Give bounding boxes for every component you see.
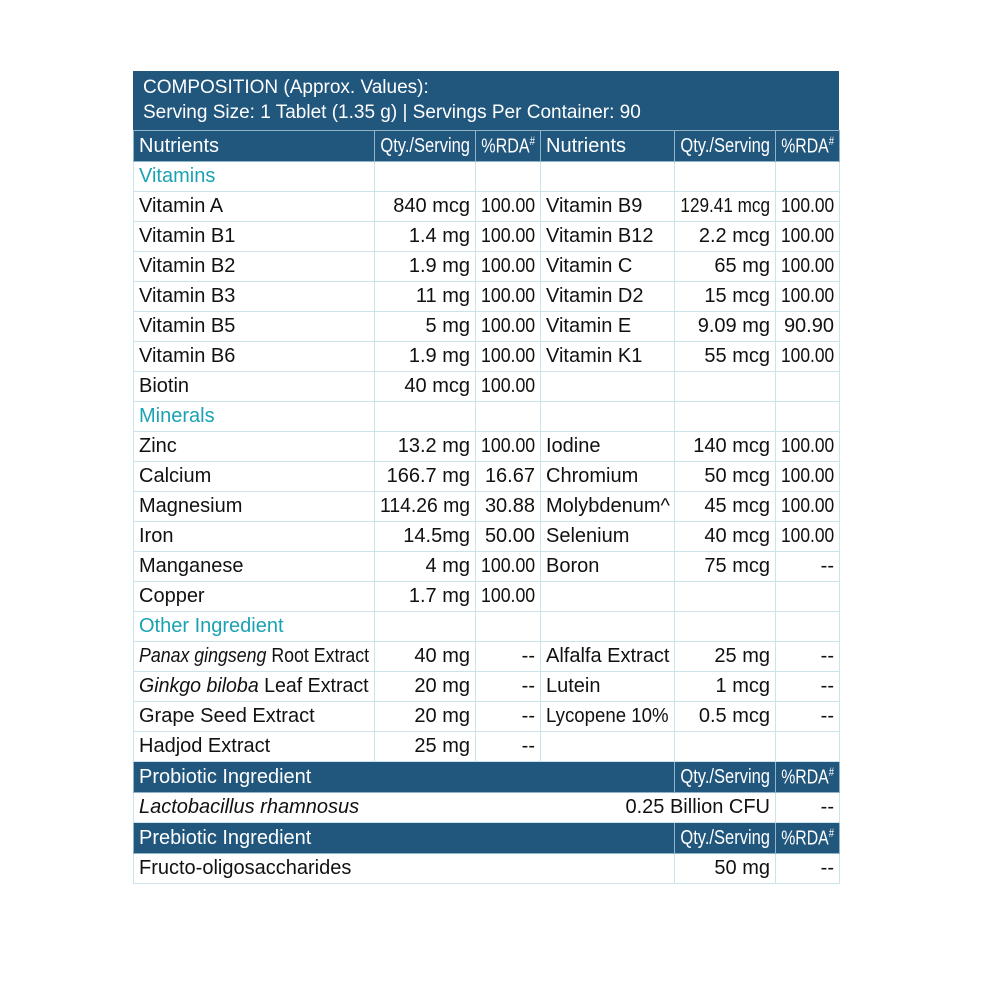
rda-right: --	[776, 672, 840, 702]
empty-cell	[375, 402, 476, 432]
nutrient-name-left: Copper	[134, 582, 375, 612]
rda-left: 100.00	[476, 342, 541, 372]
prebiotic-header: Prebiotic Ingredient	[134, 823, 675, 854]
rda-left: 100.00	[476, 282, 541, 312]
qty-left: 5 mg	[375, 312, 476, 342]
table-row	[134, 552, 840, 582]
rda-left: 16.67	[476, 462, 541, 492]
table-row	[134, 702, 840, 732]
qty-left: 25 mg	[375, 732, 476, 762]
extract-name: Grape Seed Extract	[139, 705, 315, 727]
nutrient-name-right: Molybdenum^	[541, 492, 675, 522]
qty-right: 15 mcg	[675, 282, 776, 312]
rda-left: 100.00	[476, 312, 541, 342]
nutrient-table	[133, 130, 840, 884]
section-row-vitamins	[134, 162, 840, 192]
nutrient-name-right: Chromium	[541, 462, 675, 492]
prebiotic-qty: 50 mg	[675, 854, 776, 884]
qty-left: 166.7 mg	[375, 462, 476, 492]
nutrient-name-left: Calcium	[134, 462, 375, 492]
qty-left: 14.5mg	[375, 522, 476, 552]
rda-right	[776, 732, 840, 762]
empty-cell	[776, 612, 840, 642]
nutrient-name-right: Lycopene 10%	[541, 702, 675, 732]
rda-left: 100.00	[476, 552, 541, 582]
rda-left: 50.00	[476, 522, 541, 552]
table-row	[134, 282, 840, 312]
table-row	[134, 192, 840, 222]
rda-left: 100.00	[476, 222, 541, 252]
prebiotic-rda-header	[776, 823, 840, 854]
qty-right	[675, 582, 776, 612]
rda-left: 100.00	[476, 372, 541, 402]
qty-right: 1 mcg	[675, 672, 776, 702]
nutrient-name-right: Vitamin E	[541, 312, 675, 342]
rda-footnote-mark: #	[828, 764, 834, 779]
col-qty-left: Qty./Serving	[375, 131, 476, 162]
empty-cell	[541, 162, 675, 192]
qty-left: 20 mg	[375, 672, 476, 702]
rda-right: 100.00	[776, 492, 840, 522]
nutrient-name-right: Iodine	[541, 432, 675, 462]
section-title-minerals: Minerals	[134, 402, 375, 432]
table-row	[134, 642, 840, 672]
nutrient-name-left: Vitamin B6	[134, 342, 375, 372]
rda-right: --	[776, 642, 840, 672]
nutrient-name-right: Vitamin D2	[541, 282, 675, 312]
qty-left: 1.4 mg	[375, 222, 476, 252]
section-title-other: Other Ingredient	[134, 612, 375, 642]
rda-left: 100.00	[476, 252, 541, 282]
table-row	[134, 492, 840, 522]
nutrient-name-right: Lutein	[541, 672, 675, 702]
table-row	[134, 672, 840, 702]
rda-right: --	[776, 702, 840, 732]
table-row	[134, 732, 840, 762]
rda-left: 100.00	[476, 432, 541, 462]
prebiotic-header-row	[134, 823, 840, 854]
qty-left: 1.9 mg	[375, 252, 476, 282]
section-row-other	[134, 612, 840, 642]
rda-label: %RDA	[781, 766, 829, 789]
qty-left: 40 mg	[375, 642, 476, 672]
table-row	[134, 462, 840, 492]
qty-right: 75 mcg	[675, 552, 776, 582]
nutrient-name-left: Iron	[134, 522, 375, 552]
qty-left: 1.7 mg	[375, 582, 476, 612]
table-row	[134, 312, 840, 342]
nutrient-name-left: Magnesium	[134, 492, 375, 522]
rda-left: 30.88	[476, 492, 541, 522]
nutrient-name-right: Vitamin C	[541, 252, 675, 282]
qty-left: 840 mcg	[375, 192, 476, 222]
nutrient-name-left: Vitamin B3	[134, 282, 375, 312]
composition-title: COMPOSITION (Approx. Values):	[143, 77, 429, 98]
qty-right	[675, 732, 776, 762]
empty-cell	[476, 402, 541, 432]
empty-cell	[541, 402, 675, 432]
column-header-row	[134, 131, 840, 162]
qty-right: 55 mcg	[675, 342, 776, 372]
qty-right: 0.5 mcg	[675, 702, 776, 732]
prebiotic-row	[134, 854, 840, 884]
rda-left: --	[476, 642, 541, 672]
species-name: Panax gingseng	[139, 645, 267, 667]
empty-cell	[776, 162, 840, 192]
qty-right: 45 mcg	[675, 492, 776, 522]
rda-left: --	[476, 702, 541, 732]
qty-right: 140 mcg	[675, 432, 776, 462]
qty-left: 4 mg	[375, 552, 476, 582]
nutrient-name-left	[134, 642, 375, 672]
rda-left: 100.00	[476, 582, 541, 612]
qty-right	[675, 372, 776, 402]
table-row	[134, 342, 840, 372]
empty-cell	[375, 162, 476, 192]
qty-right: 9.09 mg	[675, 312, 776, 342]
extract-name: Hadjod Extract	[139, 735, 271, 757]
rda-right: 100.00	[776, 342, 840, 372]
section-title-vitamins: Vitamins	[134, 162, 375, 192]
extract-name: Leaf Extract	[258, 675, 369, 697]
rda-footnote-mark: #	[828, 825, 834, 840]
rda-right: 100.00	[776, 522, 840, 552]
nutrient-name-right: Boron	[541, 552, 675, 582]
qty-right: 50 mcg	[675, 462, 776, 492]
rda-right: 100.00	[776, 192, 840, 222]
composition-label	[133, 71, 839, 884]
table-row	[134, 252, 840, 282]
qty-right: 25 mg	[675, 642, 776, 672]
rda-right	[776, 372, 840, 402]
qty-left: 20 mg	[375, 702, 476, 732]
nutrient-name-right: Vitamin K1	[541, 342, 675, 372]
nutrient-name-left: Biotin	[134, 372, 375, 402]
nutrient-name-right: Selenium	[541, 522, 675, 552]
nutrient-name-left	[134, 732, 375, 762]
nutrient-name-left: Vitamin A	[134, 192, 375, 222]
empty-cell	[675, 162, 776, 192]
empty-cell	[675, 612, 776, 642]
probiotic-header-row	[134, 762, 840, 793]
rda-label: %RDA	[481, 135, 530, 158]
nutrient-name-left: Vitamin B1	[134, 222, 375, 252]
prebiotic-name: Fructo-oligosaccharides	[134, 854, 675, 884]
rda-right: 100.00	[776, 252, 840, 282]
qty-right: 129.41 mcg	[675, 192, 776, 222]
rda-label: %RDA	[781, 827, 829, 850]
nutrient-name-left: Manganese	[134, 552, 375, 582]
rda-label: %RDA	[781, 135, 829, 158]
empty-cell	[476, 162, 541, 192]
nutrient-name-left: Zinc	[134, 432, 375, 462]
nutrient-name-left	[134, 702, 375, 732]
empty-cell	[541, 612, 675, 642]
extract-name: Root Extract	[266, 645, 370, 667]
qty-right: 40 mcg	[675, 522, 776, 552]
empty-cell	[675, 402, 776, 432]
nutrient-name-right	[541, 372, 675, 402]
nutrient-name-right	[541, 732, 675, 762]
nutrient-name-right: Vitamin B9	[541, 192, 675, 222]
qty-left: 13.2 mg	[375, 432, 476, 462]
qty-right: 2.2 mcg	[675, 222, 776, 252]
rda-left: 100.00	[476, 192, 541, 222]
qty-left: 40 mcg	[375, 372, 476, 402]
table-row	[134, 432, 840, 462]
rda-footnote-mark: #	[529, 133, 535, 148]
rda-right: 90.90	[776, 312, 840, 342]
probiotic-rda: --	[776, 793, 840, 823]
table-row	[134, 582, 840, 612]
table-row	[134, 372, 840, 402]
composition-header	[133, 71, 839, 130]
nutrient-name-right: Alfalfa Extract	[541, 642, 675, 672]
nutrient-name-right	[541, 582, 675, 612]
nutrient-name-left: Vitamin B5	[134, 312, 375, 342]
rda-right: 100.00	[776, 222, 840, 252]
nutrient-name-left: Vitamin B2	[134, 252, 375, 282]
empty-cell	[476, 612, 541, 642]
empty-cell	[375, 612, 476, 642]
rda-right: 100.00	[776, 282, 840, 312]
right-rda-header	[776, 131, 840, 162]
col-nutrients-left: Nutrients	[134, 131, 375, 162]
nutrient-name-right: Vitamin B12	[541, 222, 675, 252]
rda-footnote-mark: #	[828, 133, 834, 148]
table-row	[134, 222, 840, 252]
rda-left: --	[476, 732, 541, 762]
col-nutrients-right: Nutrients	[541, 131, 675, 162]
left-rda-header	[476, 131, 541, 162]
prebiotic-rda: --	[776, 854, 840, 884]
rda-right	[776, 582, 840, 612]
probiotic-header: Probiotic Ingredient	[134, 762, 675, 793]
probiotic-rda-header	[776, 762, 840, 793]
probiotic-qty: 0.25 Billion CFU	[541, 793, 776, 823]
qty-right: 65 mg	[675, 252, 776, 282]
serving-info: Serving Size: 1 Tablet (1.35 g) | Servings Per Container: 90	[143, 102, 641, 123]
col-qty-right: Qty./Serving	[675, 131, 776, 162]
species-name: Ginkgo biloba	[139, 675, 259, 697]
rda-right: 100.00	[776, 462, 840, 492]
empty-cell	[776, 402, 840, 432]
probiotic-name: Lactobacillus rhamnosus	[134, 793, 541, 823]
prebiotic-qty-header: Qty./Serving	[675, 823, 776, 854]
rda-right: 100.00	[776, 432, 840, 462]
probiotic-qty-header: Qty./Serving	[675, 762, 776, 793]
rda-left: --	[476, 672, 541, 702]
qty-left: 114.26 mg	[375, 492, 476, 522]
table-row	[134, 522, 840, 552]
section-row-minerals	[134, 402, 840, 432]
probiotic-row	[134, 793, 840, 823]
qty-left: 11 mg	[375, 282, 476, 312]
qty-left: 1.9 mg	[375, 342, 476, 372]
rda-right: --	[776, 552, 840, 582]
nutrient-name-left	[134, 672, 375, 702]
